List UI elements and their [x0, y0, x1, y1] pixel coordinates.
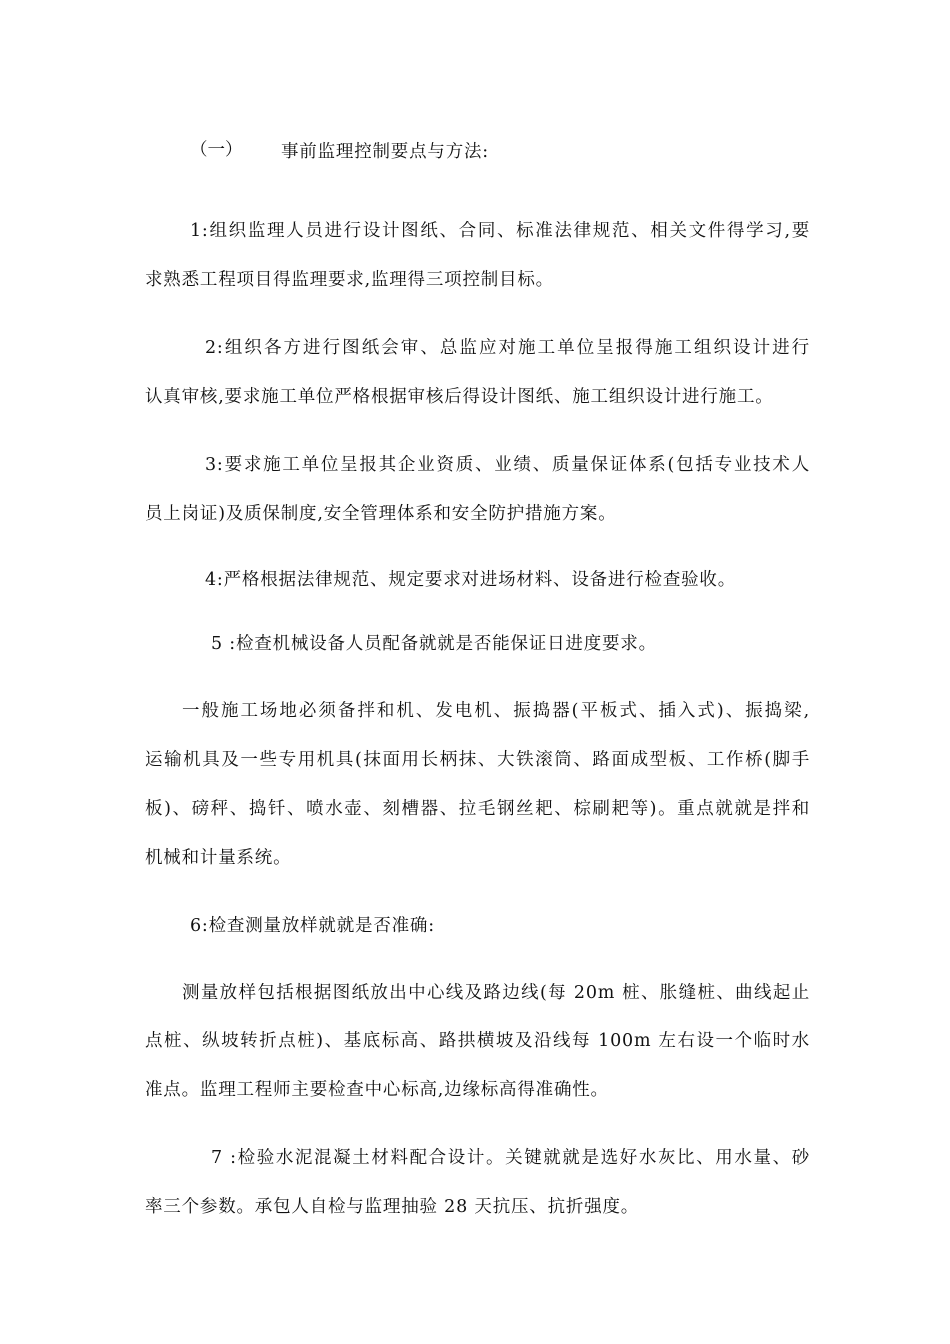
- item-2-line-1: 2:组织各方进行图纸会审、总监应对施工单位呈报得施工组织设计进行: [205, 338, 810, 358]
- item-6-line-1: 6:检查测量放样就就是否准确:: [190, 916, 435, 936]
- survey-line-1: 测量放样包括根据图纸放出中心线及路边线(每 20m 桩、胀缝桩、曲线起止: [182, 983, 810, 1003]
- item-1-line-2: 求熟悉工程项目得监理要求,监理得三项控制目标。: [145, 270, 554, 290]
- survey-line-2: 点桩、纵坡转折点桩)、基底标高、路拱横坡及沿线每 100m 左右设一个临时水: [145, 1031, 810, 1051]
- item-3-line-1: 3:要求施工单位呈报其企业资质、业绩、质量保证体系(包括专业技术人: [205, 455, 810, 475]
- equipment-line-3: 板)、磅秤、捣钎、喷水壶、刻槽器、拉毛钢丝耙、棕刷耙等)。重点就就是拌和: [145, 799, 810, 819]
- item-5-line-1: 5 :检查机械设备人员配备就就是否能保证日进度要求。: [211, 634, 657, 654]
- item-3-line-2: 员上岗证)及质保制度,安全管理体系和安全防护措施方案。: [145, 504, 617, 524]
- item-2-line-2: 认真审核,要求施工单位严格根据审核后得设计图纸、施工组织设计进行施工。: [145, 387, 774, 407]
- equipment-line-2: 运输机具及一些专用机具(抹面用长柄抹、大铁滚筒、路面成型板、工作桥(脚手: [145, 750, 810, 770]
- item-7-line-1: 7 :检验水泥混凝土材料配合设计。关键就就是选好水灰比、用水量、砂: [211, 1148, 810, 1168]
- section-title: 事前监理控制要点与方法:: [281, 142, 489, 162]
- item-7-line-2: 率三个参数。承包人自检与监理抽验 28 天抗压、抗折强度。: [145, 1197, 640, 1217]
- equipment-line-4: 机械和计量系统。: [145, 848, 292, 868]
- item-1-line-1: 1:组织监理人员进行设计图纸、合同、标准法律规范、相关文件得学习,要: [190, 221, 810, 241]
- equipment-line-1: 一般施工场地必须备拌和机、发电机、振捣器(平板式、插入式)、振捣梁,: [182, 701, 810, 721]
- survey-line-3: 准点。监理工程师主要检查中心标高,边缘标高得准确性。: [145, 1080, 609, 1100]
- item-4-line-1: 4:严格根据法律规范、规定要求对进场材料、设备进行检查验收。: [205, 570, 737, 590]
- section-number: （一）: [190, 140, 243, 160]
